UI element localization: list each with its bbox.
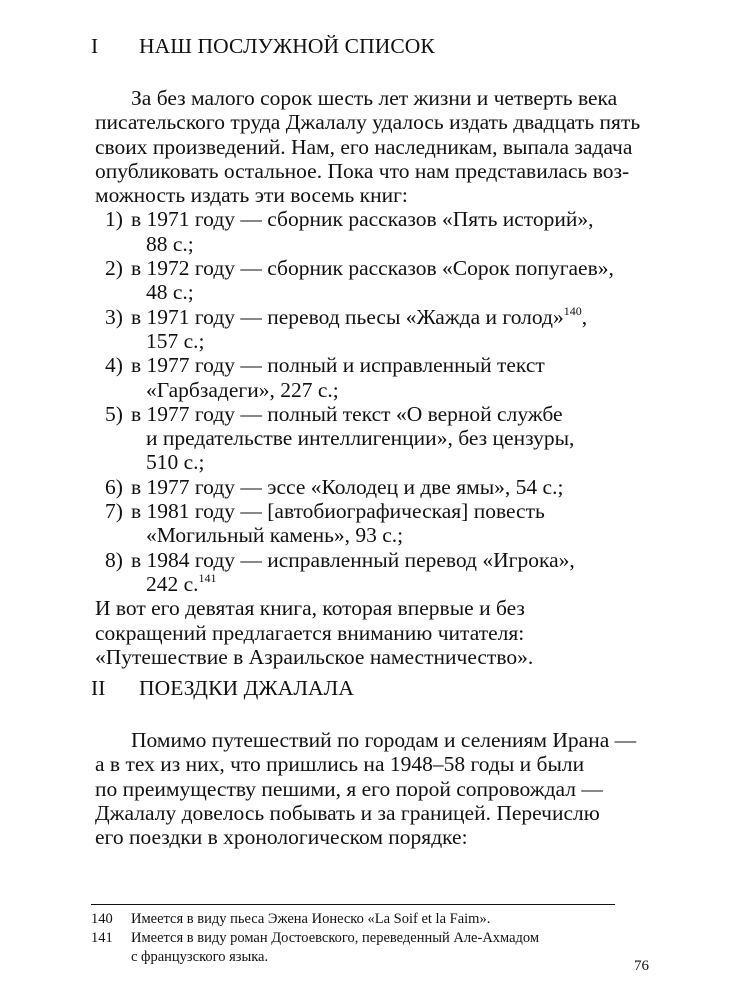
list-item-number: 2) — [105, 256, 123, 281]
list-item-number: 7) — [105, 499, 123, 524]
list-item-line: 510 с.; — [146, 450, 205, 475]
list-item-line: и предательстве интеллигенции», без цензуры, — [146, 426, 575, 451]
list-item-number: 5) — [105, 401, 123, 426]
list-item — [105, 475, 631, 499]
list-item-number: 1) — [105, 207, 123, 232]
footnote-divider — [91, 904, 615, 905]
section-2-body — [95, 728, 637, 850]
list-item-line: 157 с.; — [146, 328, 205, 353]
list-item-line — [131, 305, 631, 329]
list-item-line: в 1972 году — сборник рассказов «Сорок попугаев», — [131, 256, 614, 281]
list-item-text: , — [581, 304, 588, 329]
intro-line: можность издать эти восемь книг: — [95, 183, 408, 208]
list-item-line: в 1971 году — сборник рассказов «Пять историй», — [131, 207, 594, 232]
list-item-line: «Гарбзадеги», 227 с.; — [146, 377, 339, 402]
intro-line: своих произведений. Нам, его наследникам, выпала задача — [95, 134, 633, 159]
paragraph-line: Помимо путешествий по городам и селениям Ирана — — [131, 728, 637, 752]
list-item-number: 4) — [105, 353, 123, 378]
list-item-line: 48 с.; — [146, 280, 194, 305]
page-number: 76 — [634, 958, 649, 974]
list-item-number: 3) — [105, 304, 123, 329]
list-item-line: в 1981 году — [автобиографическая] повесть — [131, 499, 545, 524]
footnote-text: Имеется в виду роман Достоевского, переведенный Але-Ахмадом — [131, 930, 540, 946]
list-item-line: 88 с.; — [146, 231, 194, 256]
footnote-text: с французского языка. — [131, 949, 269, 965]
list-item-text: в 1971 году — перевод пьесы «Жажда и голод» — [131, 304, 564, 329]
list-item — [105, 353, 631, 402]
list-item — [105, 499, 631, 548]
list-item-text: 242 с. — [146, 571, 199, 596]
list-item-line: в 1984 году — исправленный перевод «Игрока», — [131, 547, 575, 572]
section-2-title: ПОЕЗДКИ ДЖАЛАЛА — [139, 676, 354, 700]
footnote-number: 140 — [91, 911, 113, 927]
list-item — [105, 256, 631, 305]
intro-line: За без малого сорок шесть лет жизни и четверть века — [131, 86, 618, 110]
list-item — [105, 207, 631, 256]
paragraph-line: Джалалу довелось побывать и за границей. Перечислю — [95, 800, 600, 825]
paragraph-line: его поездки в хронологическом порядке: — [95, 825, 468, 850]
footnote-ref-141[interactable]: 141 — [198, 570, 217, 585]
footnote-ref-140[interactable]: 140 — [563, 303, 582, 318]
outro-line: «Путешествие в Азраильское наместничество». — [95, 644, 534, 669]
list-item-line: «Могильный камень», 93 с.; — [146, 523, 404, 548]
paragraph-line: а в тех из них, что пришлись на 1948–58 годы и были — [95, 752, 585, 777]
outro-line: И вот его девятая книга, которая впервые и без — [95, 596, 525, 621]
section-2-number: II — [91, 676, 106, 700]
list-item-line — [131, 572, 631, 596]
list-item-line: в 1977 году — полный и исправленный текст — [131, 353, 545, 378]
section-1-title: НАШ ПОСЛУЖНОЙ СПИСОК — [139, 34, 435, 58]
list-item-line: в 1977 году — полный текст «О верной службе — [131, 401, 563, 426]
outro-line: сокращений предлагается вниманию читателя: — [95, 620, 525, 645]
intro-line: писательского труда Джалалу удалось издать двадцать пять — [95, 110, 641, 135]
list-item-number: 8) — [105, 547, 123, 572]
book-list — [105, 207, 631, 596]
intro-line: опубликовать остальное. Пока что нам представилась воз- — [95, 158, 630, 183]
list-item-number: 6) — [105, 474, 123, 499]
footnote-text: Имеется в виду пьеса Эжена Ионеско «La Soif et la Faim». — [131, 911, 491, 927]
paragraph-line: по преимуществу пешими, я его порой сопровождал — — [95, 776, 603, 801]
list-item — [105, 305, 631, 354]
footnote-number: 141 — [91, 930, 113, 946]
list-item — [105, 402, 631, 475]
list-item — [105, 548, 631, 597]
section-1-number: I — [91, 34, 99, 58]
section-1-body — [95, 86, 641, 669]
list-item-line: в 1977 году — эссе «Колодец и две ямы», 54 с.; — [131, 474, 564, 499]
